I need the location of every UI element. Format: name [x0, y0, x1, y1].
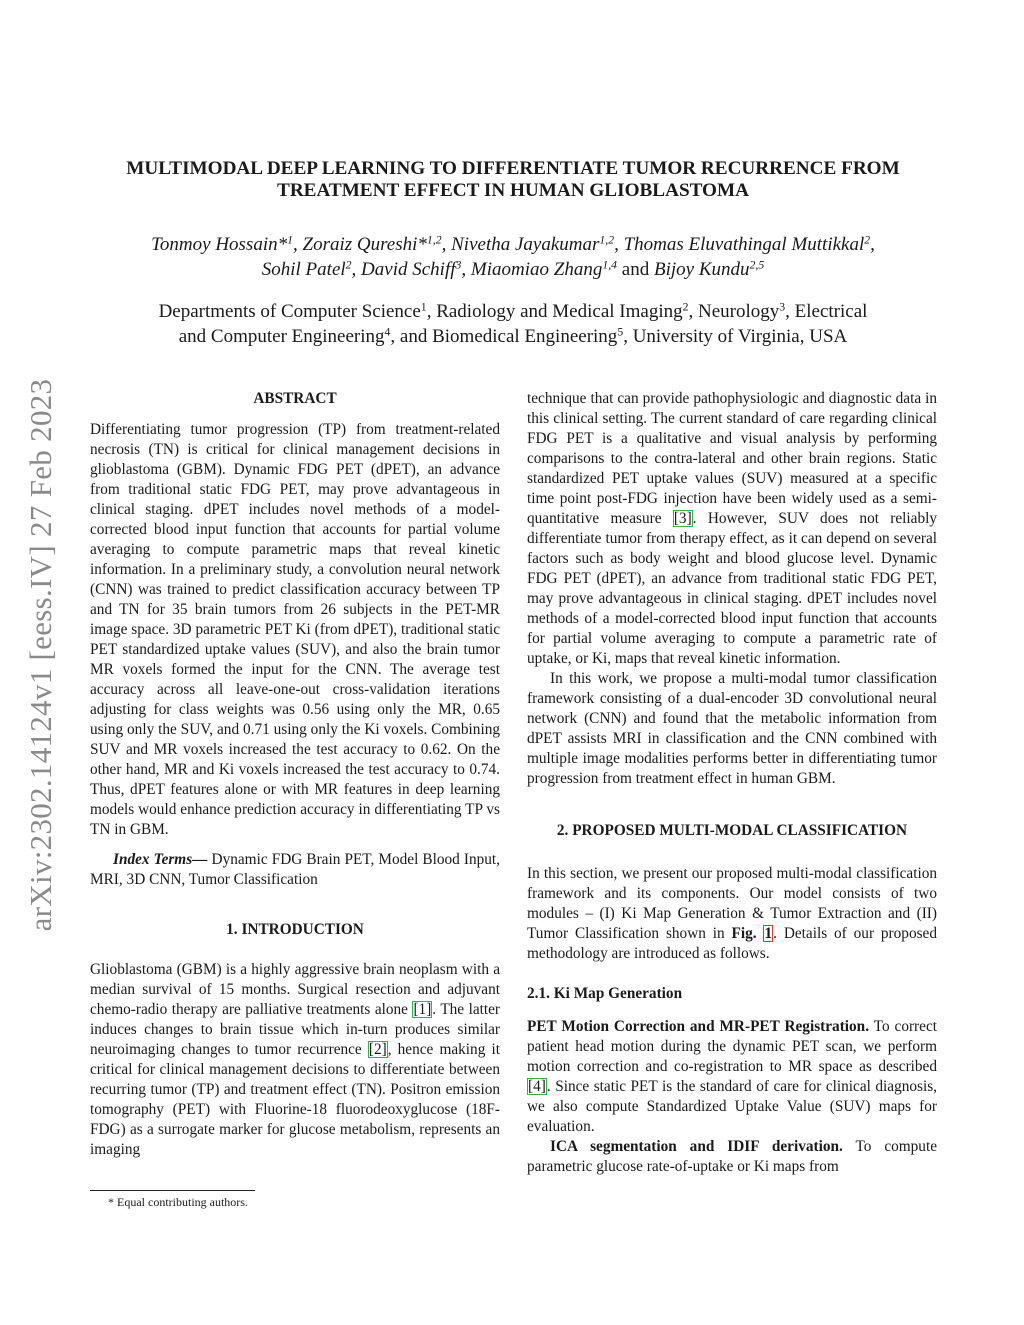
section2-heading: 2. PROPOSED MULTI-MODAL CLASSIFICATION [556, 822, 908, 839]
arxiv-stamp-text: arXiv:2302.14124v1 [eess.IV] 27 Feb 2023 [23, 378, 58, 932]
author: Sohil Patel$^2$ [261, 258, 352, 280]
citation-link[interactable]: [1] [413, 1001, 432, 1018]
citation-link[interactable]: [3] [673, 510, 692, 527]
subsection-heading: 2.1. Ki Map Generation [527, 985, 683, 1002]
motion-correction-paragraph: PET Motion Correction and MR-PET Registration. To correct patient head motion during the dynamic PET scan, we perform motion correction and co-registration to MR space as described [4]. Since static PET is the standard of care for clinical diagnosis, we also compute Standardized Uptake Value (SUV) maps for evaluation. [527, 1018, 937, 1135]
intro-paragraph-1: Glioblastoma (GBM) is a highly aggressive brain neoplasm with a median survival of 15 months. Surgical resection and adjuvant chemo-radio therapy are palliative treatments alone [1]. The latter induces changes to brain tissue which in-turn produces similar neuroimaging changes to tumor recurrence [2], hence making it critical for clinical management decisions to differentiate between recurring tumor (TP) and treatment effect (TN). Positron emission tomography (PET) with Fluorine-18 fluorodeoxyglucose (18F-FDG) as a surrogate marker for glucose metabolism, represents an imaging [90, 961, 500, 1158]
intro-paragraph-3: In this work, we propose a multi-modal tumor classification framework consisting of a dual-encoder 3D convolutional neural network (CNN) and found that the metabolic information from dPET assists MRI in classification and the CNN combined with multiple image modalities performs better in differentiating tumor progression from treatment effect in human GBM. [527, 670, 937, 787]
right-column [527, 389, 937, 1177]
author: Nivetha Jayakumar$^{1,2}$ [451, 233, 615, 255]
figure-link[interactable]: 1 [764, 925, 773, 942]
paper-title [90, 158, 936, 202]
citation-link[interactable]: [2] [368, 1041, 387, 1058]
citation-link[interactable]: [4] [528, 1078, 546, 1095]
affiliations: Departments of Computer Science$^1$, Radiology and Medical Imaging$^2$, Neurology$^3$, Electrical and Computer Engineering$^4$, and Biomedical Engineering$^5$, University of Virginia, USA [158, 300, 868, 347]
title-line-2: TREATMENT EFFECT IN HUMAN GLIOBLASTOMA [277, 180, 749, 201]
author: Tonmoy Hossain*$^1$ [151, 233, 293, 255]
index-terms-label: Index Terms— [113, 851, 208, 868]
author: David Schiff$^3$ [361, 258, 462, 280]
footnote: * Equal contributing authors. [108, 1195, 248, 1209]
left-column [90, 389, 500, 1160]
author: Miaomiao Zhang$^{1,4}$ [470, 258, 618, 280]
index-terms: Index Terms— Dynamic FDG Brain PET, Model Blood Input, MRI, 3D CNN, Tumor Classification [90, 851, 501, 888]
footnote-divider [90, 1190, 255, 1191]
section2-paragraph-1: In this section, we present our proposed multi-modal classification framework and its components. Our model consists of two modules – (I) Ki Map Generation & Tumor Extraction and (II) Tumor Classification shown in Fig. 1. Details of our proposed methodology are introduced as follows. [527, 865, 937, 962]
author: Zoraiz Qureshi*$^{1,2}$ [302, 233, 442, 255]
abstract-heading: ABSTRACT [253, 390, 337, 407]
arxiv-stamp [16, 350, 66, 960]
author: Bijoy Kundu$^{2,5}$ [653, 258, 765, 280]
intro-heading: 1. INTRODUCTION [226, 921, 364, 938]
author: Thomas Eluvathingal Muttikkal$^2$ [623, 233, 871, 255]
author-list: Tonmoy Hossain*$^1$, Zoraiz Qureshi*$^{1,2}$, Nivetha Jayakumar$^{1,2}$, Thomas Eluvathingal Muttikkal$^2$, Sohil Patel$^2$, David Schiff$^3$, Miaomiao Zhang$^{1,4}$ and Bijoy Kundu$^{2,5}$ [151, 233, 875, 280]
title-line-1: MULTIMODAL DEEP LEARNING TO DIFFERENTIATE TUMOR RECURRENCE FROM [126, 158, 900, 179]
ica-paragraph: ICA segmentation and IDIF derivation. To compute parametric glucose rate-of-uptake or Ki maps from [527, 1138, 937, 1175]
intro-paragraph-2: technique that can provide pathophysiologic and diagnostic data in this clinical setting. The current standard of care regarding clinical FDG PET is a qualitative and visual analysis by performing comparisons to the contra-lateral and other brain regions. Static standardized PET uptake values (SUV) measured at a specific time point post-FDG injection have been widely used as a semi-quantitative measure [3]. However, SUV does not reliably differentiate tumor from therapy effect, as it can depend on several factors such as body weight and blood glucose level. Dynamic FDG PET (dPET), an advance from traditional static FDG PET, may prove advantageous in clinical staging. dPET includes novel methods of a model-corrected blood input function that accounts for partial volume averaging to compute a parametric rate of uptake, or Ki, maps that reveal kinetic information. [527, 390, 938, 667]
abstract-body: Differentiating tumor progression (TP) from treatment-related necrosis (TN) is critical for clinical management decisions in glioblastoma (GBM). Dynamic FDG PET (dPET), an advance from traditional static FDG PET, may prove advantageous in clinical staging. dPET includes novel methods of a model-corrected blood input function that accounts for partial volume averaging to compute parametric maps that reveal kinetic information. In a preliminary study, a convolution neural network (CNN) was trained to predict classification accuracy between TP and TN for 35 brain tumors from 26 subjects in the PET-MR image space. 3D parametric PET Ki (from dPET), traditional static PET standardized uptake values (SUV), and also the brain tumor MR voxels formed the input for the CNN. The average test accuracy across all leave-one-out cross-validation iterations adjusting for class weights was 0.56 using only the MR, 0.65 using only the SUV, and 0.71 using only the Ki voxels. Combining SUV and MR voxels increased the test accuracy to 0.62. On the other hand, MR and Ki voxels increased the test accuracy to 0.74. Thus, dPET features alone or with MR features in deep learning models would enhance prediction accuracy in differentiating TP vs TN in GBM. [90, 421, 500, 838]
